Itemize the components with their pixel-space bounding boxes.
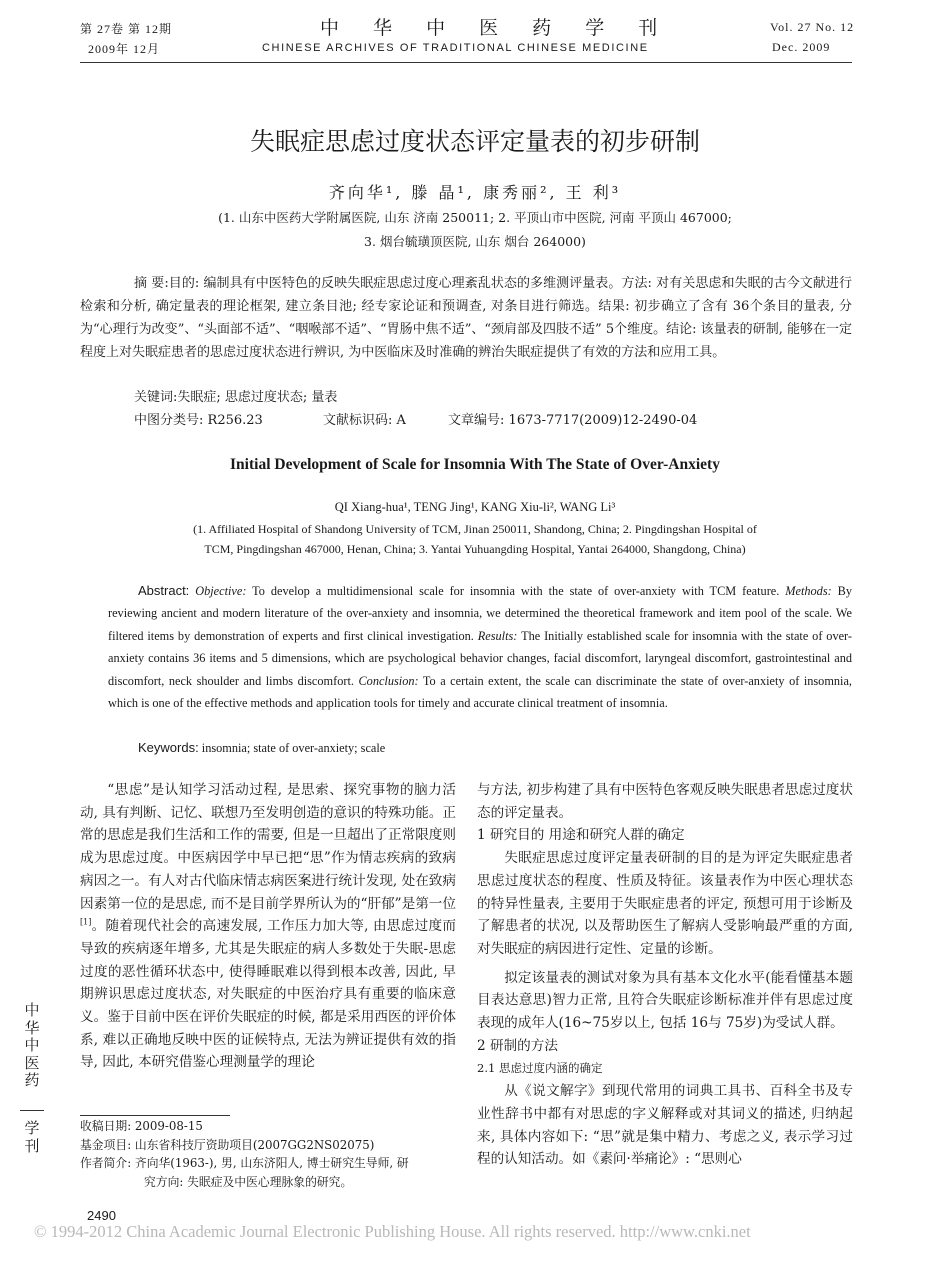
clc-value: R256.23 bbox=[207, 413, 263, 428]
conclusion-text: To a certain extent, the scale can discriminate the state of over-anxiety of insomnia, which is one of the effective methods and application tools for timely and accurate clinical treatment of insomnia. bbox=[108, 673, 852, 711]
body-paragraph: 从《说文解字》到现代常用的词典工具书、百科全书及专业性辞书中都有对思虑的字义解释或对其词义的描述, 归纳起来, 具体内容如下: “思”就是集中精力、考虑之义, 表示学习过程的认知活动。如《素问·举痛论》: “思则心 bbox=[477, 1083, 853, 1168]
methods-label: Methods: bbox=[785, 584, 832, 598]
received-date: 收稿日期: 2009-08-15 bbox=[80, 1119, 203, 1133]
keywords-en-label: Keywords: bbox=[138, 740, 199, 755]
body-left-column bbox=[80, 779, 456, 1074]
body-text: 。随着现代社会的高速发展, 工作压力加大等, 由思虑过度而导致的疾病逐年增多, 尤其是失眠症的病人多数处于失眠-思虑过度的恶性循环状态中, 使得睡眠难以得到根本改善, 因此, 早期辨识思虑过度状态, 对失眠症的中医治疗具有重要的临床意义。鉴于目前中医在评价失眠症的时候, 都是采用西医的评价体系, 难以正确地反映中医的证候特点, 无法为辨证提供有效的指导, 因此, 本研究借鉴心理测量学的理论 bbox=[80, 918, 456, 1071]
authors-cn: 齐向华¹, 滕 晶¹, 康秀丽², 王 利³ bbox=[328, 183, 622, 202]
header-rule bbox=[80, 62, 852, 63]
volume-issue-cn: 第 27卷 第 12期 bbox=[80, 22, 173, 36]
abstract-en-label: Abstract: bbox=[138, 583, 190, 598]
authors-en: QI Xiang-hua¹, TENG Jing¹, KANG Xiu-li², WANG Li³ bbox=[334, 500, 616, 514]
article-title-en: Initial Development of Scale for Insomnia With The State of Over-Anxiety bbox=[230, 456, 720, 473]
article-title-cn: 失眠症思虑过度状态评定量表的初步研制 bbox=[249, 127, 700, 156]
keywords-cn-text: 失眠症; 思虑过度状态; 量表 bbox=[177, 390, 338, 405]
affiliation-cn-line2: 3. 烟台毓璜顶医院, 山东 烟台 264000) bbox=[364, 234, 586, 249]
citation-ref: [1] bbox=[80, 917, 92, 927]
keywords-en-text: insomnia; state of over-anxiety; scale bbox=[201, 741, 386, 755]
side-journal-label-top: 中华中医药 bbox=[24, 1001, 40, 1089]
body-paragraph: 与方法, 初步构建了具有中医特色客观反映失眠患者思虑过度状态的评定量表。 bbox=[477, 782, 853, 821]
methods-text: By reviewing ancient and modern literature of the over-anxiety and insomnia, we determined the theoretical framework and item pool of the scale. We filtered items by demonstration of experts and first clinical investigation. bbox=[108, 584, 852, 643]
results-text: The Initially established scale for insomnia with the state of over-anxiety contains 36 items and 5 dimensions, which are psychological behavior changes, facial discomfort, laryngeal discomfort, gastrointestinal and discomfort, neck shoulder and limbs discomfort. bbox=[108, 628, 852, 688]
conclusion-label: Conclusion: bbox=[358, 673, 419, 688]
affiliation-cn-line1: (1. 山东中医药大学附属医院, 山东 济南 250011; 2. 平顶山市中医院, 河南 平顶山 467000; bbox=[218, 210, 732, 225]
objective-text: To develop a multidimensional scale for insomnia with the state of over-anxiety with TCM feature. bbox=[252, 584, 780, 598]
abstract-cn bbox=[80, 272, 852, 364]
body-right-column bbox=[477, 779, 853, 1171]
affiliation-en-line1: (1. Affiliated Hospital of Shandong University of TCM, Jinan 250011, Shandong, China; 2. Pingdingshan Hospital of bbox=[193, 522, 757, 536]
journal-title-cn: 中 华 中 医 药 学 刊 bbox=[320, 17, 672, 39]
abstract-cn-label: 摘 要: bbox=[134, 276, 169, 291]
results-label: Results: bbox=[477, 628, 518, 643]
subsection-heading-2-1: 2.1 思虑过度内涵的确定 bbox=[477, 1061, 603, 1076]
doc-code-value: A bbox=[396, 413, 406, 428]
body-paragraph bbox=[80, 779, 456, 1074]
keywords-cn-label: 关键词: bbox=[134, 390, 178, 405]
affiliation-en-line2: TCM, Pingdingshan 467000, Henan, China; 3. Yantai Yuhuangding Hospital, Yantai 264000, Shangdong, China) bbox=[204, 542, 746, 556]
body-paragraph: 失眠症思虑过度评定量表研制的目的是为评定失眠症患者思虑过度状态的程度、性质及特征。该量表作为中医心理状态的特异性量表, 主要用于失眠症患者的评定, 预想可用于诊断及了解患者的状况, 以及帮助医生了解病人受影响最严重的方面, 对失眠症的病因进行定性、定量的诊断。 bbox=[477, 850, 853, 957]
keywords-en bbox=[138, 737, 738, 759]
body-paragraph: 拟定该量表的测试对象为具有基本文化水平(能看懂基本题目表达意思)智力正常, 且符合失眠症诊断标准并伴有思虑过度表现的成年人(16~75岁以上, 包括 16与 75岁)为受试人群。 bbox=[477, 969, 853, 1032]
objective-label: Objective: bbox=[195, 584, 247, 598]
side-rule bbox=[20, 1110, 44, 1111]
author-bio-cont: 究方向: 失眠症及中医心理脉象的研究。 bbox=[144, 1174, 353, 1189]
footnote bbox=[80, 1117, 460, 1191]
section-heading-1: 1 研究目的 用途和研究人群的确定 bbox=[477, 827, 685, 844]
clc-label: 中图分类号: bbox=[134, 413, 204, 428]
article-no-label: 文章编号: bbox=[448, 413, 505, 428]
abstract-cn-text: 目的: 编制具有中医特色的反映失眠症思虑过度心理紊乱状态的多维测评量表。方法: 对有关思虑和失眠的古今文献进行检索和分析, 确定量表的理论框架, 建立条目池; 经专家论证和预调查, 对条目进行筛选。结果: 初步确立了含有 36个条目的量表, 分为“心理行为改变”、“头面部不适”、“咽喉部不适”、“胃肠中焦不适”、“颈肩部及四肢不适” 5个维度。结论: 该量表的研制, 能够在一定程度上对失眠症患者的思虑过度状态进行辨识, 为中医临床及时准确的辨治失眠症提供了有效的方法和应用工具。 bbox=[80, 276, 852, 360]
side-journal-label-bottom: 学刊 bbox=[24, 1119, 40, 1155]
copyright-watermark: © 1994-2012 China Academic Journal Electronic Publishing House. All rights reserved. http://www.cnki.net bbox=[34, 1222, 751, 1241]
page-number: 2490 bbox=[87, 1208, 116, 1223]
footnote-rule bbox=[80, 1115, 230, 1116]
keywords-cn bbox=[134, 386, 337, 405]
volume-issue-en: Vol. 27 No. 12 bbox=[770, 20, 855, 34]
article-no-value: 1673-7717(2009)12-2490-04 bbox=[508, 413, 698, 428]
fund-info: 基金项目: 山东省科技厅资助项目(2007GG2NS02075) bbox=[80, 1137, 375, 1152]
body-text: “思虑”是认知学习活动过程, 是思索、探究事物的脑力活动, 具有判断、记忆、联想乃至发明创造的意识的特殊功能。正常的思虑是我们生活和工作的需要, 但是一旦超出了正常限度则成为思虑过度。中医病因学中早已把“思”作为情志疾病的致病病因之一。有人对古代临床情志病医案进行统计发现, 处在致病因素第一位的是思虑, 而不是目前学界所认为的“肝郁”是第一位 bbox=[80, 782, 456, 912]
doc-code-label: 文献标识码: bbox=[322, 413, 393, 428]
date-cn: 2009年 12月 bbox=[88, 42, 161, 56]
classification-line bbox=[134, 409, 697, 428]
author-bio: 作者简介: 齐向华(1963-), 男, 山东济阳人, 博士研究生导师, 研 bbox=[80, 1156, 409, 1170]
date-en: Dec. 2009 bbox=[772, 40, 831, 54]
journal-title-en: CHINESE ARCHIVES OF TRADITIONAL CHINESE MEDICINE bbox=[262, 42, 649, 54]
abstract-en bbox=[108, 580, 852, 714]
section-heading-2: 2 研制的方法 bbox=[477, 1037, 558, 1054]
